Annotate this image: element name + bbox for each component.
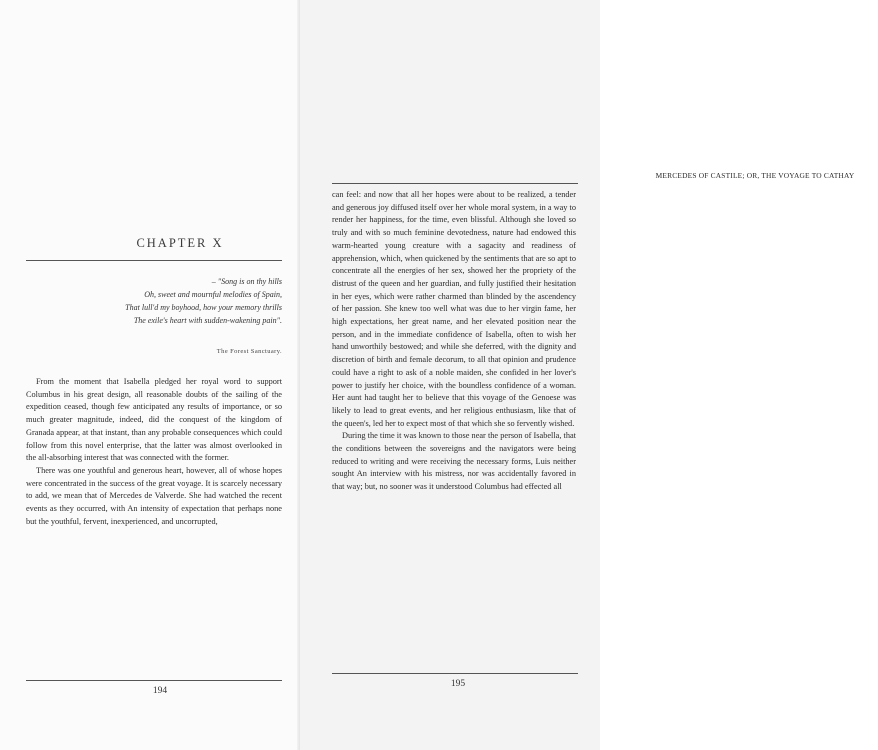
page-number: 194 bbox=[152, 686, 168, 696]
epigraph bbox=[100, 275, 282, 327]
left-body-text bbox=[26, 376, 282, 528]
left-page bbox=[0, 0, 300, 750]
epigraph-source: The Forest Sanctuary. bbox=[216, 348, 282, 355]
right-body-text bbox=[332, 189, 576, 494]
epigraph-line: That lull'd my boyhood, how your memory thrills bbox=[125, 303, 282, 312]
page-number: 195 bbox=[450, 679, 466, 689]
epigraph-line: – "Song is on thy hills bbox=[211, 277, 282, 286]
paragraph: From the moment that Isabella pledged her royal word to support Columbus in his great design, all reasonable doubts of the sailing of the expedition ceased, though few anticipated any results of importance, or so much greater magnitude, indeed, did the conquest of the kingdom of Granada appear, at that instant, than any probable consequences which could follow from this novel enterprise, that the latter was almost overlooked in the all-absorbing interest that was connected with the former. bbox=[26, 377, 282, 463]
footer-rule bbox=[26, 680, 282, 681]
chapter-title: CHAPTER X bbox=[136, 236, 224, 250]
paragraph: can feel: and now that all her hopes were about to be realized, a tender and generous joy diffused itself over her whole moral system, in a way to render her happiness, for the time, even blissful. Although she loved so truly and with so much feminine devotedness, nature had endowed this warm-hearted young creature with a sagacity and readiness of apprehension, which, when quickened by the sentiments that are so apt to concentrate all the energies of her sex, showed her the propriety of the distrust of the queen and her guardian, and fully justified their hesitation in her eyes, which were rather charmed than blinded by the ascendency of her passion. She knew too well what was due to her virgin fame, her high expectations, her great name, and her elevated position near the person, and in the immediate confidence of Isabella, often to wish her hand unworthily bestowed; and while she deferred, with the dignity and discretion of birth and female decorum, to all that opinion and prudence could have a right to ask of a noble maiden, she confided in her lover's power to justify her choice, with the boundless confidence of a woman. Her aunt had taught her to believe that this voyage of the Genoese was likely to lead to great events, and her religious enthusiasm, like that of the queen's, led her to expect most of that which she so fervently wished. bbox=[332, 190, 577, 428]
chapter-rule bbox=[26, 260, 282, 261]
running-header: MERCEDES OF CASTILE; OR, THE VOYAGE TO CATHAY bbox=[655, 171, 855, 180]
paragraph: There was one youthful and generous heart, however, all of whose hopes were concentrated in the success of the great voyage. It is scarcely necessary to add, we mean that of Mercedes de Valverde. She had watched the recent events as they occurred, with An intensity of expectation that perhaps none but the youthful, fervent, inexperienced, and uncorrupted, bbox=[26, 465, 282, 526]
header-rule bbox=[332, 183, 578, 184]
right-page bbox=[300, 0, 855, 750]
epigraph-line: The exile's heart with sudden-wakening pain". bbox=[133, 316, 282, 325]
paragraph: During the time it was known to those near the person of Isabella, that the conditions between the sovereigns and the navigators were being reduced to writing and were receiving the necessary forms, Luis neither sought An interview with his mistress, nor was accidentally favored in that way; but, no sooner was it understood Columbus had effected all bbox=[332, 431, 576, 492]
footer-rule bbox=[332, 673, 578, 674]
epigraph-line: Oh, sweet and mournful melodies of Spain, bbox=[144, 290, 282, 299]
